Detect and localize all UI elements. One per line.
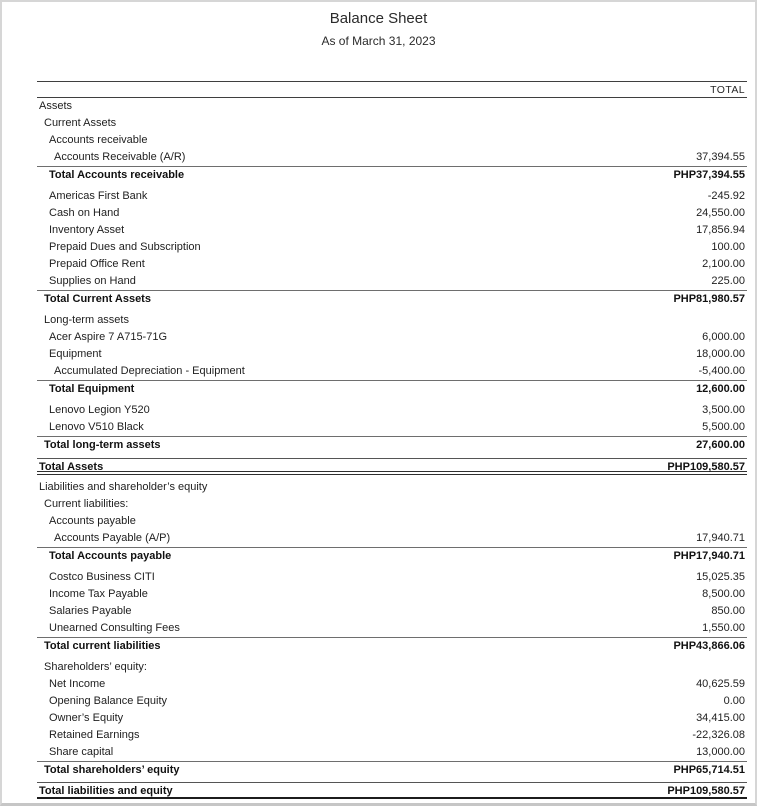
report-row: [37, 419, 747, 436]
account-label: Equipment: [49, 348, 102, 360]
amount-value: 850.00: [711, 605, 745, 617]
amount-value: [745, 312, 747, 329]
account-label: Total current liabilities: [44, 640, 161, 652]
account-label: Salaries Payable: [49, 605, 132, 617]
report-row: [37, 312, 747, 329]
account-label: Retained Earnings: [49, 729, 140, 741]
report-row: [37, 346, 747, 363]
total-row: [37, 458, 747, 475]
amount-value: [745, 659, 747, 676]
total-row: [37, 782, 747, 799]
amount-value: 17,940.71: [696, 532, 745, 544]
total-row: [37, 380, 747, 397]
report-row: [37, 149, 747, 166]
report-row: [37, 205, 747, 222]
account-label: Share capital: [49, 746, 114, 758]
account-label: Cash on Hand: [49, 207, 120, 219]
account-label: Total Accounts receivable: [49, 169, 185, 181]
amount-value: 18,000.00: [696, 348, 745, 360]
amount-value: [745, 479, 747, 496]
amount-value: 15,025.35: [696, 571, 745, 583]
account-label: Total long-term assets: [44, 439, 161, 451]
account-label: Owner’s Equity: [49, 712, 124, 724]
report-row: [37, 363, 747, 380]
amount-value: 5,500.00: [702, 421, 745, 433]
amount-value: PHP109,580.57: [667, 461, 745, 473]
amount-value: 2,100.00: [702, 258, 745, 270]
amount-value: 3,500.00: [702, 404, 745, 416]
account-label: Inventory Asset: [49, 224, 125, 236]
amount-value: 24,550.00: [696, 207, 745, 219]
account-label: Total Accounts payable: [49, 550, 172, 562]
amount-value: 1,550.00: [702, 622, 745, 634]
total-column-header: TOTAL: [37, 81, 747, 98]
amount-value: 6,000.00: [702, 331, 745, 343]
amount-value: [745, 132, 747, 149]
report-row: [37, 115, 747, 132]
account-label: Total Current Assets: [44, 293, 151, 305]
amount-value: PHP37,394.55: [673, 169, 745, 181]
account-label: Income Tax Payable: [49, 588, 148, 600]
account-label: Lenovo Legion Y520: [49, 404, 150, 416]
account-label: Accounts payable: [49, 515, 136, 527]
report-row: [37, 496, 747, 513]
account-label: Prepaid Office Rent: [49, 258, 145, 270]
report-date-subtitle: As of March 31, 2023: [321, 34, 436, 48]
report-row: [37, 273, 747, 290]
account-label: Lenovo V510 Black: [49, 421, 144, 433]
amount-value: 40,625.59: [696, 678, 745, 690]
amount-value: -22,326.08: [692, 729, 745, 741]
account-label: Total shareholders’ equity: [44, 764, 180, 776]
amount-value: [745, 496, 747, 513]
account-label: Accounts Payable (A/P): [54, 532, 171, 544]
account-label: Accounts receivable: [49, 134, 148, 146]
amount-value: [745, 98, 747, 115]
amount-value: PHP109,580.57: [667, 785, 745, 797]
report-row: [37, 586, 747, 603]
amount-value: PHP81,980.57: [673, 293, 745, 305]
total-row: [37, 290, 747, 307]
account-label: Current liabilities:: [44, 498, 129, 510]
amount-value: [745, 513, 747, 530]
total-row: [37, 166, 747, 183]
report-row: [37, 744, 747, 761]
amount-value: -5,400.00: [698, 365, 745, 377]
amount-value: 34,415.00: [696, 712, 745, 724]
report-row: [37, 402, 747, 419]
account-label: Costco Business CITI: [49, 571, 155, 583]
account-label: Total Equipment: [49, 383, 135, 395]
report-row: [37, 569, 747, 586]
account-label: Opening Balance Equity: [49, 695, 168, 707]
report-row: [37, 132, 747, 149]
account-label: Total liabilities and equity: [39, 785, 173, 797]
report-row: [37, 329, 747, 346]
report-row: [37, 603, 747, 620]
total-row: [37, 637, 747, 654]
report-row: [37, 530, 747, 547]
report-row: [37, 693, 747, 710]
account-label: Supplies on Hand: [49, 275, 136, 287]
amount-value: 12,600.00: [696, 383, 745, 395]
report-row: [37, 710, 747, 727]
amount-value: 27,600.00: [696, 439, 745, 451]
amount-value: [745, 115, 747, 132]
report-row: [37, 676, 747, 693]
report-row: [37, 620, 747, 637]
amount-value: PHP65,714.51: [673, 764, 745, 776]
amount-value: 100.00: [711, 241, 745, 253]
account-label: Long-term assets: [44, 314, 129, 326]
total-row: [37, 761, 747, 778]
report-row: [37, 256, 747, 273]
account-label: Accounts Receivable (A/R): [54, 151, 186, 163]
amount-value: 225.00: [711, 275, 745, 287]
report-row: [37, 239, 747, 256]
page-title: Balance Sheet: [329, 10, 428, 27]
account-label: Assets: [39, 100, 73, 112]
report-row: [37, 659, 747, 676]
amount-value: 13,000.00: [696, 746, 745, 758]
report-row: [37, 98, 747, 115]
account-label: Accumulated Depreciation - Equipment: [54, 365, 245, 377]
account-label: Current Assets: [44, 117, 117, 129]
total-row: [37, 436, 747, 453]
account-label: Total Assets: [39, 461, 104, 471]
account-label: Americas First Bank: [49, 190, 148, 202]
report-row: [37, 727, 747, 744]
total-row: [37, 547, 747, 564]
amount-value: PHP17,940.71: [673, 550, 745, 562]
report-row: [37, 188, 747, 205]
account-label: Liabilities and shareholder’s equity: [39, 481, 208, 493]
balance-sheet-table: [37, 81, 747, 799]
amount-value: 8,500.00: [702, 588, 745, 600]
account-label: Net Income: [49, 678, 106, 690]
account-label: Shareholders’ equity:: [44, 661, 147, 673]
report-row: [37, 479, 747, 496]
amount-value: 37,394.55: [696, 151, 745, 163]
amount-value: -245.92: [707, 190, 745, 202]
amount-value: 0.00: [723, 695, 745, 707]
account-label: Prepaid Dues and Subscription: [49, 241, 201, 253]
amount-value: PHP43,866.06: [673, 640, 745, 652]
account-label: Acer Aspire 7 A715-71G: [49, 331, 168, 343]
report-row: [37, 513, 747, 530]
amount-value: 17,856.94: [696, 224, 745, 236]
account-label: Unearned Consulting Fees: [49, 622, 180, 634]
report-rows: [37, 98, 747, 799]
report-row: [37, 222, 747, 239]
